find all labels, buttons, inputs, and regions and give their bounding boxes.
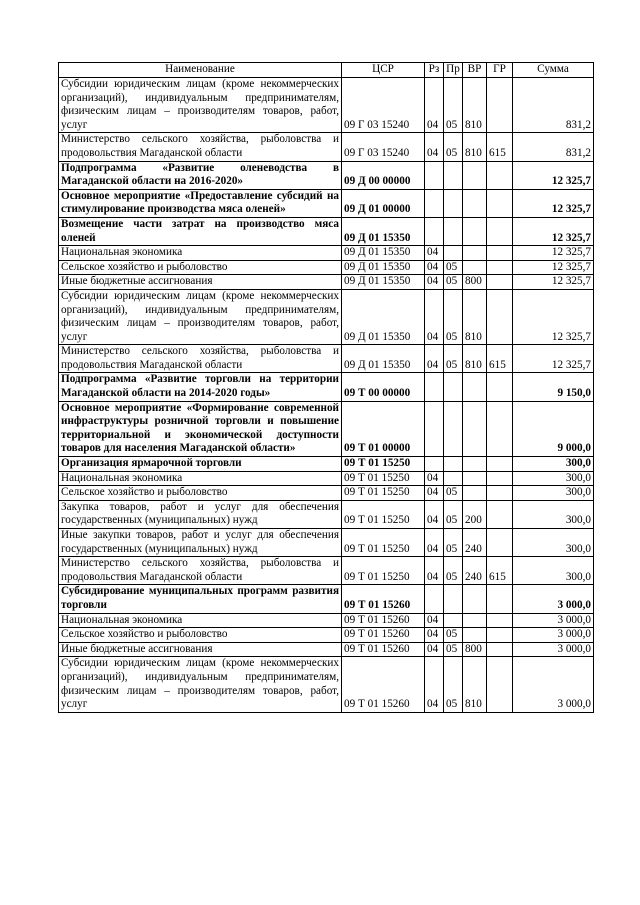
cell-sum: 831,2 (513, 133, 594, 161)
cell-name: Иные бюджетные ассигнования (59, 642, 342, 657)
cell-gr (487, 78, 513, 133)
cell-csr: 09 Д 00 00000 (342, 161, 425, 189)
table-row (59, 486, 594, 501)
cell-csr: 09 Д 01 15350 (342, 275, 425, 290)
cell-gr (487, 642, 513, 657)
cell-csr: 09 Т 01 15260 (342, 628, 425, 643)
cell-rz (425, 189, 444, 217)
table-row (59, 457, 594, 472)
cell-pr (444, 373, 463, 401)
cell-name: Закупка товаров, работ и услуг для обеспечения государственных (муниципальных) нужд (59, 500, 342, 528)
cell-csr: 09 Т 01 15250 (342, 529, 425, 557)
header-rz: Рз (425, 63, 444, 78)
cell-csr: 09 Д 01 15350 (342, 289, 425, 344)
cell-pr: 05 (444, 657, 463, 712)
cell-csr: 09 Т 01 15250 (342, 557, 425, 585)
cell-pr: 05 (444, 275, 463, 290)
cell-gr: 615 (487, 557, 513, 585)
table-body (59, 78, 594, 713)
header-gr: ГР (487, 63, 513, 78)
cell-csr: 09 Т 01 15260 (342, 585, 425, 613)
cell-name: Сельское хозяйство и рыболовство (59, 260, 342, 275)
cell-pr: 05 (444, 345, 463, 373)
table-row (59, 642, 594, 657)
cell-sum: 9 150,0 (513, 373, 594, 401)
cell-name: Иные бюджетные ассигнования (59, 275, 342, 290)
cell-rz: 04 (425, 289, 444, 344)
cell-vr (463, 471, 487, 486)
table-row (59, 275, 594, 290)
table-row (59, 78, 594, 133)
cell-rz: 04 (425, 133, 444, 161)
cell-sum: 9 000,0 (513, 401, 594, 456)
cell-name: Субсидирование муниципальных программ развития торговли (59, 585, 342, 613)
cell-csr: 09 Т 01 15260 (342, 657, 425, 712)
cell-sum: 3 000,0 (513, 613, 594, 628)
table-row (59, 189, 594, 217)
header-name: Наименование (59, 63, 342, 78)
table-row (59, 585, 594, 613)
cell-gr (487, 217, 513, 245)
cell-name: Субсидии юридическим лицам (кроме некоммерческих организаций), индивидуальным предпринимателям, физическим лицам – производителям товаров, работ, услуг (59, 78, 342, 133)
cell-rz: 04 (425, 529, 444, 557)
cell-rz: 04 (425, 78, 444, 133)
cell-sum: 12 325,7 (513, 189, 594, 217)
cell-name: Министерство сельского хозяйства, рыболовства и продовольствия Магаданской области (59, 345, 342, 373)
cell-pr (444, 217, 463, 245)
cell-csr: 09 Т 01 00000 (342, 401, 425, 456)
cell-pr: 05 (444, 500, 463, 528)
cell-sum: 12 325,7 (513, 260, 594, 275)
cell-rz: 04 (425, 613, 444, 628)
cell-sum: 12 325,7 (513, 246, 594, 261)
cell-rz: 04 (425, 260, 444, 275)
cell-csr: 09 Д 01 15350 (342, 260, 425, 275)
cell-sum: 300,0 (513, 471, 594, 486)
cell-csr: 09 Д 01 15350 (342, 246, 425, 261)
cell-name: Подпрограмма «Развитие оленеводства в Магаданской области на 2016-2020» (59, 161, 342, 189)
cell-name: Министерство сельского хозяйства, рыболовства и продовольствия Магаданской области (59, 133, 342, 161)
cell-rz: 04 (425, 657, 444, 712)
cell-name: Субсидии юридическим лицам (кроме некоммерческих организаций), индивидуальным предпринимателям, физическим лицам – производителям товаров, работ, услуг (59, 289, 342, 344)
cell-gr (487, 246, 513, 261)
table-row (59, 133, 594, 161)
cell-gr: 615 (487, 133, 513, 161)
cell-gr (487, 628, 513, 643)
table-row (59, 628, 594, 643)
table-row (59, 373, 594, 401)
table-row (59, 613, 594, 628)
cell-sum: 3 000,0 (513, 642, 594, 657)
cell-vr: 810 (463, 289, 487, 344)
cell-name: Министерство сельского хозяйства, рыболовства и продовольствия Магаданской области (59, 557, 342, 585)
cell-pr (444, 246, 463, 261)
table-row (59, 657, 594, 712)
cell-vr: 800 (463, 642, 487, 657)
cell-sum: 300,0 (513, 486, 594, 501)
cell-vr: 810 (463, 133, 487, 161)
cell-vr: 810 (463, 657, 487, 712)
cell-sum: 300,0 (513, 500, 594, 528)
cell-gr (487, 401, 513, 456)
cell-pr: 05 (444, 529, 463, 557)
cell-pr (444, 471, 463, 486)
cell-gr (487, 500, 513, 528)
cell-gr: 615 (487, 345, 513, 373)
cell-vr (463, 585, 487, 613)
cell-vr (463, 260, 487, 275)
table-row (59, 471, 594, 486)
cell-pr: 05 (444, 289, 463, 344)
cell-csr: 09 Д 01 15350 (342, 217, 425, 245)
cell-rz: 04 (425, 345, 444, 373)
cell-rz: 04 (425, 275, 444, 290)
cell-pr (444, 457, 463, 472)
table-row (59, 500, 594, 528)
cell-csr: 09 Г 03 15240 (342, 78, 425, 133)
cell-vr (463, 628, 487, 643)
cell-name: Основное мероприятие «Формирование современной инфраструктуры розничной торговли и повышение территориальной и экономической доступности товаров для населения Магаданской области» (59, 401, 342, 456)
cell-name: Национальная экономика (59, 613, 342, 628)
cell-gr (487, 260, 513, 275)
cell-pr: 05 (444, 642, 463, 657)
header-vr: ВР (463, 63, 487, 78)
cell-rz: 04 (425, 628, 444, 643)
cell-rz (425, 373, 444, 401)
cell-rz (425, 585, 444, 613)
cell-rz: 04 (425, 557, 444, 585)
cell-rz: 04 (425, 642, 444, 657)
cell-vr (463, 189, 487, 217)
cell-pr: 05 (444, 486, 463, 501)
cell-vr: 810 (463, 345, 487, 373)
cell-vr (463, 161, 487, 189)
cell-pr: 05 (444, 78, 463, 133)
cell-rz: 04 (425, 471, 444, 486)
cell-gr (487, 471, 513, 486)
cell-gr (487, 189, 513, 217)
cell-gr (487, 161, 513, 189)
cell-rz (425, 457, 444, 472)
table-row (59, 401, 594, 456)
cell-rz: 04 (425, 500, 444, 528)
cell-pr (444, 161, 463, 189)
cell-sum: 300,0 (513, 529, 594, 557)
cell-csr: 09 Т 01 15260 (342, 613, 425, 628)
cell-sum: 3 000,0 (513, 585, 594, 613)
cell-sum: 12 325,7 (513, 275, 594, 290)
cell-vr (463, 217, 487, 245)
table-header-row (59, 63, 594, 78)
cell-gr (487, 486, 513, 501)
cell-csr: 09 Д 01 15350 (342, 345, 425, 373)
cell-gr (487, 373, 513, 401)
cell-vr: 240 (463, 529, 487, 557)
budget-table (58, 62, 594, 713)
cell-sum: 12 325,7 (513, 289, 594, 344)
cell-name: Иные закупки товаров, работ и услуг для обеспечения государственных (муниципальных) нужд (59, 529, 342, 557)
cell-pr: 05 (444, 133, 463, 161)
cell-csr: 09 Т 01 15250 (342, 471, 425, 486)
cell-gr (487, 529, 513, 557)
cell-vr: 240 (463, 557, 487, 585)
cell-name: Национальная экономика (59, 246, 342, 261)
cell-name: Основное мероприятие «Предоставление субсидий на стимулирование производства мяса оленей» (59, 189, 342, 217)
cell-name: Субсидии юридическим лицам (кроме некоммерческих организаций), индивидуальным предпринимателям, физическим лицам – производителям товаров, работ, услуг (59, 657, 342, 712)
cell-sum: 3 000,0 (513, 657, 594, 712)
cell-csr: 09 Т 00 00000 (342, 373, 425, 401)
cell-vr (463, 373, 487, 401)
cell-name: Сельское хозяйство и рыболовство (59, 628, 342, 643)
cell-csr: 09 Т 01 15250 (342, 500, 425, 528)
table-row (59, 161, 594, 189)
cell-csr: 09 Д 01 00000 (342, 189, 425, 217)
cell-rz (425, 401, 444, 456)
cell-csr: 09 Т 01 15250 (342, 486, 425, 501)
table-row (59, 217, 594, 245)
header-csr: ЦСР (342, 63, 425, 78)
cell-name: Организация ярмарочной торговли (59, 457, 342, 472)
cell-vr (463, 486, 487, 501)
cell-rz (425, 161, 444, 189)
cell-sum: 3 000,0 (513, 628, 594, 643)
cell-sum: 12 325,7 (513, 345, 594, 373)
cell-sum: 300,0 (513, 557, 594, 585)
table-row (59, 529, 594, 557)
table-row (59, 289, 594, 344)
table-row (59, 345, 594, 373)
cell-pr (444, 401, 463, 456)
cell-pr: 05 (444, 260, 463, 275)
cell-pr: 05 (444, 557, 463, 585)
cell-gr (487, 275, 513, 290)
cell-gr (487, 613, 513, 628)
cell-gr (487, 289, 513, 344)
cell-gr (487, 657, 513, 712)
table-row (59, 246, 594, 261)
cell-rz (425, 217, 444, 245)
cell-vr (463, 401, 487, 456)
cell-gr (487, 457, 513, 472)
cell-pr (444, 189, 463, 217)
cell-sum: 12 325,7 (513, 161, 594, 189)
cell-name: Возмещение части затрат на производство мяса оленей (59, 217, 342, 245)
table-row (59, 260, 594, 275)
cell-name: Сельское хозяйство и рыболовство (59, 486, 342, 501)
cell-vr (463, 457, 487, 472)
cell-rz: 04 (425, 246, 444, 261)
table-row (59, 557, 594, 585)
cell-pr (444, 613, 463, 628)
cell-vr (463, 246, 487, 261)
cell-name: Национальная экономика (59, 471, 342, 486)
header-sum: Сумма (513, 63, 594, 78)
cell-csr: 09 Т 01 15260 (342, 642, 425, 657)
cell-rz: 04 (425, 486, 444, 501)
header-pr: Пр (444, 63, 463, 78)
cell-sum: 831,2 (513, 78, 594, 133)
cell-sum: 300,0 (513, 457, 594, 472)
cell-name: Подпрограмма «Развитие торговли на территории Магаданской области на 2014-2020 годы» (59, 373, 342, 401)
cell-csr: 09 Г 03 15240 (342, 133, 425, 161)
cell-vr: 800 (463, 275, 487, 290)
cell-pr (444, 585, 463, 613)
cell-pr: 05 (444, 628, 463, 643)
cell-vr: 200 (463, 500, 487, 528)
cell-gr (487, 585, 513, 613)
cell-sum: 12 325,7 (513, 217, 594, 245)
cell-vr: 810 (463, 78, 487, 133)
cell-csr: 09 Т 01 15250 (342, 457, 425, 472)
cell-vr (463, 613, 487, 628)
